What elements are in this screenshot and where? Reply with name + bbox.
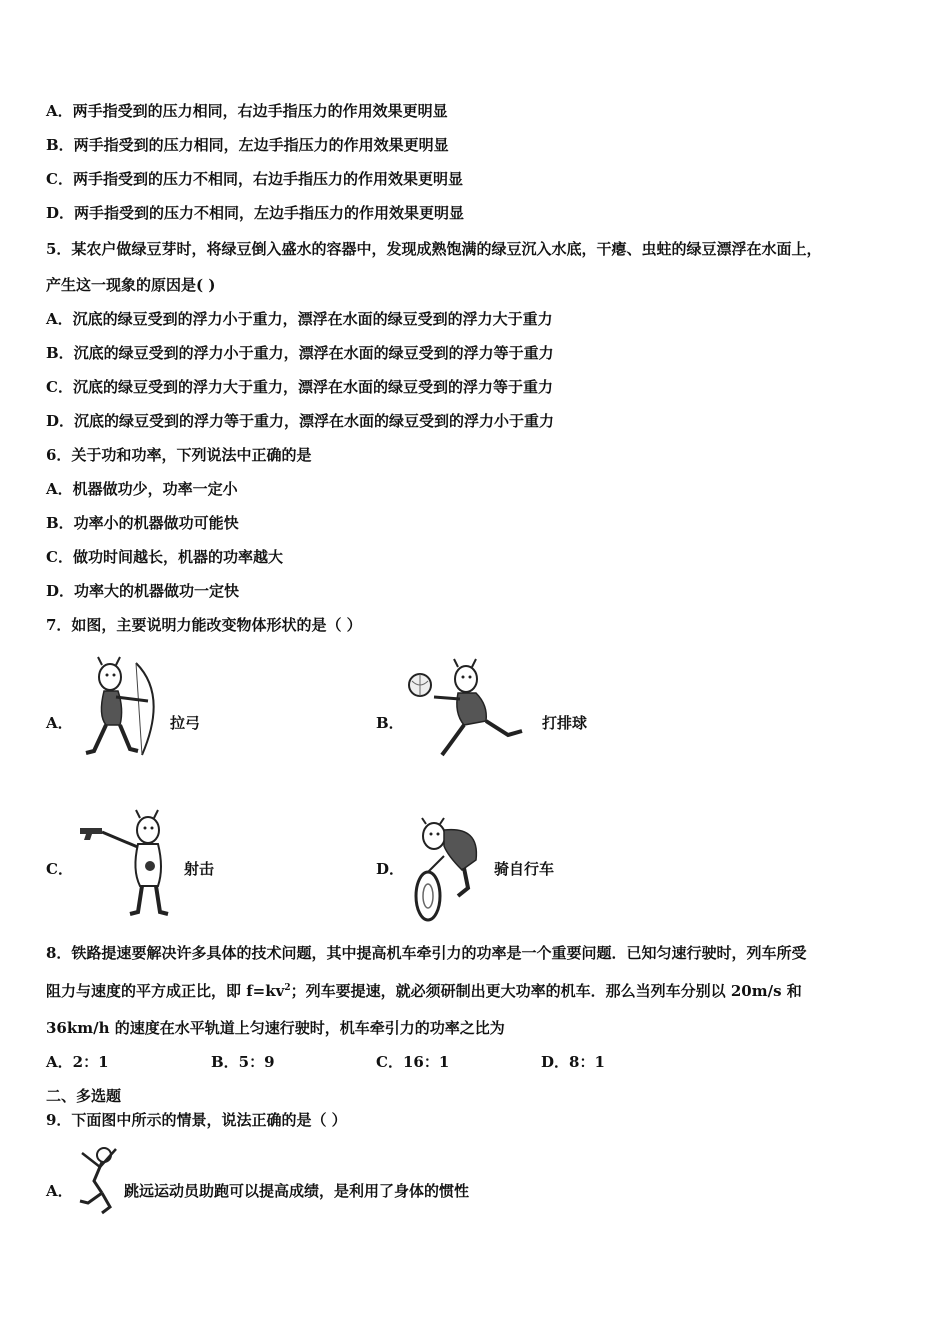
q5-stem-line2: 产生这一现象的原因是( ) [46, 276, 216, 294]
q7-option-b-letter: B． [376, 714, 404, 732]
section-title-multiple-choice: 二、多选题 [46, 1087, 122, 1105]
q7-option-b-caption: 打排球 [542, 714, 588, 732]
q6-option-d: D．功率大的机器做功一定快 [46, 582, 240, 600]
q7-option-a-letter: A． [46, 714, 73, 732]
q8-stem-line1: 8．铁路提速要解决许多具体的技术问题，其中提高机车牵引力的功率是一个重要问题．已知匀速行驶时，列车所受 [46, 944, 807, 962]
long-jumper-figure [72, 1143, 126, 1215]
q8-stem-line2 [46, 981, 802, 1001]
q5-option-d: D．沉底的绿豆受到的浮力等于重力，漂浮在水面的绿豆受到的浮力小于重力 [46, 412, 555, 430]
q8-stem-line3: 36km/h 的速度在水平轨道上匀速行驶时，机车牵引力的功率之比为 [46, 1019, 505, 1037]
q7-option-c-letter: C． [46, 860, 73, 878]
q7-option-d-caption: 骑自行车 [494, 860, 555, 878]
q4-option-c: C．两手指受到的压力不相同，右边手指压力的作用效果更明显 [46, 170, 463, 188]
q8-option-b: B．5：9 [211, 1053, 275, 1071]
q8-option-a: A．2：1 [46, 1053, 109, 1071]
q4-option-a: A．两手指受到的压力相同，右边手指压力的作用效果更明显 [46, 102, 448, 120]
volleyball-figure [404, 655, 534, 765]
q8-stem-line2-post: ；列车要提速，就必须研制出更大功率的机车．那么当列车分别以 20m/s 和 [290, 982, 802, 1000]
q4-option-d: D．两手指受到的压力不相同，左边手指压力的作用效果更明显 [46, 204, 465, 222]
q6-option-b: B．功率小的机器做功可能快 [46, 514, 239, 532]
q7-option-c-caption: 射击 [184, 860, 215, 878]
archer-figure [76, 655, 166, 765]
q7-stem: 7．如图，主要说明力能改变物体形状的是（ ） [46, 616, 362, 634]
shooter-figure [78, 808, 178, 920]
q6-option-c: C．做功时间越长，机器的功率越大 [46, 548, 283, 566]
q6-stem: 6．关于功和功率，下列说法中正确的是 [46, 446, 312, 464]
q8-exponent: 2 [284, 983, 291, 993]
q5-option-c: C．沉底的绿豆受到的浮力大于重力，漂浮在水面的绿豆受到的浮力等于重力 [46, 378, 553, 396]
q9-option-a-letter: A． [46, 1182, 73, 1200]
q5-option-b: B．沉底的绿豆受到的浮力小于重力，漂浮在水面的绿豆受到的浮力等于重力 [46, 344, 554, 362]
wheel-icon [416, 872, 440, 920]
q4-option-b: B．两手指受到的压力相同，左边手指压力的作用效果更明显 [46, 136, 449, 154]
q8-option-d: D．8：1 [541, 1053, 605, 1071]
q7-option-a-caption: 拉弓 [170, 714, 201, 732]
q7-option-d-letter: D． [376, 860, 405, 878]
q8-stem-line2-pre: 阻力与速度的平方成正比，即 f=kv [46, 982, 285, 1000]
q5-stem-line1: 5．某农户做绿豆芽时，将绿豆倒入盛水的容器中，发现成熟饱满的绿豆沉入水底，干瘪、虫蛀的绿豆漂浮在水面上， [46, 240, 822, 258]
q9-option-a-text: 跳远运动员助跑可以提高成绩，是利用了身体的惯性 [124, 1182, 470, 1200]
q8-option-c: C．16：1 [376, 1053, 450, 1071]
cyclist-figure [404, 816, 490, 926]
pistol-icon [80, 828, 102, 840]
q6-option-a: A．机器做功少，功率一定小 [46, 480, 238, 498]
q9-stem: 9．下面图中所示的情景，说法正确的是（ ） [46, 1111, 347, 1129]
q5-option-a: A．沉底的绿豆受到的浮力小于重力，漂浮在水面的绿豆受到的浮力大于重力 [46, 310, 553, 328]
